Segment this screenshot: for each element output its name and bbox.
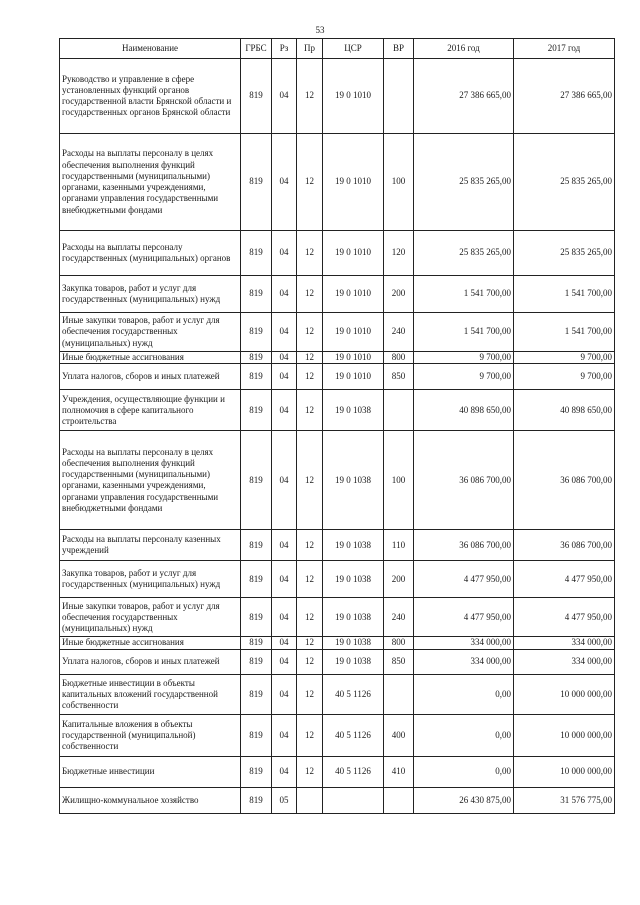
cell-grbs: 819: [241, 530, 272, 561]
cell-2017: 36 086 700,00: [514, 530, 615, 561]
cell-csr: 19 0 1010: [323, 231, 384, 276]
table-row: [60, 714, 615, 756]
cell-pr: 12: [297, 756, 323, 787]
cell-csr: 19 0 1010: [323, 59, 384, 134]
page-number: 53: [315, 25, 325, 35]
table-row: [60, 530, 615, 561]
cell-grbs: 819: [241, 390, 272, 431]
table-row: [60, 674, 615, 714]
cell-rz: 04: [272, 561, 297, 598]
cell-grbs: 819: [241, 134, 272, 231]
cell-csr: 40 5 1126: [323, 756, 384, 787]
cell-csr: 19 0 1038: [323, 561, 384, 598]
cell-rz: 04: [272, 637, 297, 649]
cell-grbs: 819: [241, 231, 272, 276]
table-row: [60, 637, 615, 649]
cell-vr: 240: [384, 313, 414, 352]
cell-name: Иные закупки товаров, работ и услуг для обеспечения государственных (муниципальных) нужд: [60, 598, 241, 637]
cell-2016: 25 835 265,00: [414, 231, 514, 276]
cell-name: Бюджетные инвестиции: [60, 756, 241, 787]
cell-rz: 05: [272, 787, 297, 813]
header-rz: Рз: [272, 39, 297, 59]
cell-csr: 19 0 1038: [323, 431, 384, 530]
cell-2016: 25 835 265,00: [414, 134, 514, 231]
cell-rz: 04: [272, 756, 297, 787]
cell-rz: 04: [272, 674, 297, 714]
cell-name: Расходы на выплаты персоналу в целях обеспечения выполнения функций государственными (муниципальными) органами, казенными учреждениями, органами управления государственными внебюджетными фондами: [60, 431, 241, 530]
table-row: [60, 649, 615, 674]
cell-csr: 19 0 1038: [323, 637, 384, 649]
cell-pr: 12: [297, 276, 323, 313]
cell-2016: 0,00: [414, 756, 514, 787]
cell-2016: 0,00: [414, 714, 514, 756]
cell-pr: 12: [297, 313, 323, 352]
cell-2017: 9 700,00: [514, 364, 615, 390]
header-2016: 2016 год: [414, 39, 514, 59]
cell-csr: 19 0 1010: [323, 313, 384, 352]
table-row: [60, 390, 615, 431]
cell-2017: 1 541 700,00: [514, 276, 615, 313]
cell-csr: 19 0 1038: [323, 649, 384, 674]
cell-rz: 04: [272, 649, 297, 674]
cell-pr: 12: [297, 674, 323, 714]
cell-2017: 25 835 265,00: [514, 231, 615, 276]
cell-2017: 25 835 265,00: [514, 134, 615, 231]
cell-name: Иные бюджетные ассигнования: [60, 352, 241, 364]
cell-2017: 36 086 700,00: [514, 431, 615, 530]
budget-table: [59, 38, 615, 814]
cell-csr: 19 0 1010: [323, 364, 384, 390]
cell-name: Расходы на выплаты персоналу государственных (муниципальных) органов: [60, 231, 241, 276]
cell-vr: 120: [384, 231, 414, 276]
header-csr: ЦСР: [323, 39, 384, 59]
cell-rz: 04: [272, 276, 297, 313]
cell-csr: 19 0 1038: [323, 530, 384, 561]
cell-pr: 12: [297, 598, 323, 637]
cell-rz: 04: [272, 598, 297, 637]
cell-csr: 40 5 1126: [323, 714, 384, 756]
table-row: [60, 59, 615, 134]
cell-pr: [297, 787, 323, 813]
cell-pr: 12: [297, 530, 323, 561]
cell-grbs: 819: [241, 313, 272, 352]
cell-vr: 200: [384, 276, 414, 313]
cell-2016: 27 386 665,00: [414, 59, 514, 134]
cell-2017: 1 541 700,00: [514, 313, 615, 352]
cell-2017: 10 000 000,00: [514, 756, 615, 787]
cell-vr: 400: [384, 714, 414, 756]
header-2017: 2017 год: [514, 39, 615, 59]
cell-rz: 04: [272, 352, 297, 364]
table-row: [60, 134, 615, 231]
cell-grbs: 819: [241, 352, 272, 364]
cell-vr: 100: [384, 134, 414, 231]
cell-vr: [384, 59, 414, 134]
cell-grbs: 819: [241, 561, 272, 598]
cell-name: Закупка товаров, работ и услуг для государственных (муниципальных) нужд: [60, 276, 241, 313]
cell-csr: 19 0 1010: [323, 276, 384, 313]
cell-grbs: 819: [241, 637, 272, 649]
header-vr: ВР: [384, 39, 414, 59]
cell-grbs: 819: [241, 598, 272, 637]
cell-name: Иные бюджетные ассигнования: [60, 637, 241, 649]
cell-rz: 04: [272, 390, 297, 431]
cell-2017: 4 477 950,00: [514, 561, 615, 598]
cell-2016: 334 000,00: [414, 637, 514, 649]
table-row: [60, 352, 615, 364]
cell-2016: 40 898 650,00: [414, 390, 514, 431]
cell-grbs: 819: [241, 674, 272, 714]
cell-name: Закупка товаров, работ и услуг для государственных (муниципальных) нужд: [60, 561, 241, 598]
cell-2017: 4 477 950,00: [514, 598, 615, 637]
cell-grbs: 819: [241, 431, 272, 530]
cell-csr: 19 0 1038: [323, 390, 384, 431]
cell-vr: 850: [384, 364, 414, 390]
cell-rz: 04: [272, 530, 297, 561]
cell-2016: 36 086 700,00: [414, 530, 514, 561]
cell-name: Бюджетные инвестиции в объекты капитальных вложений государственной собственности: [60, 674, 241, 714]
cell-vr: 100: [384, 431, 414, 530]
cell-grbs: 819: [241, 714, 272, 756]
cell-vr: [384, 390, 414, 431]
header-pr: Пр: [297, 39, 323, 59]
cell-vr: 800: [384, 637, 414, 649]
header-grbs: ГРБС: [241, 39, 272, 59]
cell-pr: 12: [297, 390, 323, 431]
cell-name: Уплата налогов, сборов и иных платежей: [60, 649, 241, 674]
cell-grbs: 819: [241, 787, 272, 813]
table-row: [60, 231, 615, 276]
cell-2016: 1 541 700,00: [414, 276, 514, 313]
cell-grbs: 819: [241, 364, 272, 390]
cell-vr: [384, 787, 414, 813]
cell-pr: 12: [297, 649, 323, 674]
cell-2017: 334 000,00: [514, 649, 615, 674]
cell-grbs: 819: [241, 756, 272, 787]
cell-rz: 04: [272, 313, 297, 352]
cell-2016: 9 700,00: [414, 364, 514, 390]
cell-grbs: 819: [241, 276, 272, 313]
table-row: [60, 276, 615, 313]
cell-csr: 19 0 1010: [323, 134, 384, 231]
cell-name: Жилищно-коммунальное хозяйство: [60, 787, 241, 813]
cell-2016: 0,00: [414, 674, 514, 714]
cell-2016: 4 477 950,00: [414, 561, 514, 598]
table-header-row: [60, 39, 615, 59]
cell-pr: 12: [297, 134, 323, 231]
cell-2017: 27 386 665,00: [514, 59, 615, 134]
cell-rz: 04: [272, 431, 297, 530]
cell-pr: 12: [297, 352, 323, 364]
cell-name: Уплата налогов, сборов и иных платежей: [60, 364, 241, 390]
cell-name: Расходы на выплаты персоналу в целях обеспечения выполнения функций государственными (муниципальными) органами, казенными учреждениями, органами управления государственными внебюджетными фондами: [60, 134, 241, 231]
cell-2016: 9 700,00: [414, 352, 514, 364]
cell-csr: 19 0 1010: [323, 352, 384, 364]
cell-2016: 36 086 700,00: [414, 431, 514, 530]
cell-pr: 12: [297, 231, 323, 276]
cell-2017: 40 898 650,00: [514, 390, 615, 431]
cell-pr: 12: [297, 431, 323, 530]
cell-pr: 12: [297, 637, 323, 649]
table-row: [60, 431, 615, 530]
cell-grbs: 819: [241, 59, 272, 134]
cell-csr: [323, 787, 384, 813]
cell-vr: 200: [384, 561, 414, 598]
cell-vr: 800: [384, 352, 414, 364]
table-row: [60, 756, 615, 787]
cell-2017: 31 576 775,00: [514, 787, 615, 813]
cell-2016: 4 477 950,00: [414, 598, 514, 637]
cell-pr: 12: [297, 364, 323, 390]
cell-pr: 12: [297, 59, 323, 134]
cell-grbs: 819: [241, 649, 272, 674]
table-row: [60, 364, 615, 390]
cell-rz: 04: [272, 714, 297, 756]
cell-2016: 26 430 875,00: [414, 787, 514, 813]
table-row: [60, 313, 615, 352]
cell-name: Руководство и управление в сфере установленных функций органов государственной власти Брянской области и государственных органов Брянской области: [60, 59, 241, 134]
cell-rz: 04: [272, 134, 297, 231]
cell-rz: 04: [272, 364, 297, 390]
cell-vr: [384, 674, 414, 714]
cell-2016: 1 541 700,00: [414, 313, 514, 352]
cell-2017: 10 000 000,00: [514, 674, 615, 714]
cell-csr: 40 5 1126: [323, 674, 384, 714]
cell-pr: 12: [297, 714, 323, 756]
cell-name: Иные закупки товаров, работ и услуг для обеспечения государственных (муниципальных) нужд: [60, 313, 241, 352]
cell-rz: 04: [272, 59, 297, 134]
cell-vr: 240: [384, 598, 414, 637]
cell-2017: 334 000,00: [514, 637, 615, 649]
cell-2017: 10 000 000,00: [514, 714, 615, 756]
table-row: [60, 561, 615, 598]
cell-csr: 19 0 1038: [323, 598, 384, 637]
cell-name: Капитальные вложения в объекты государственной (муниципальной) собственности: [60, 714, 241, 756]
header-name: Наименование: [60, 39, 241, 59]
cell-vr: 850: [384, 649, 414, 674]
cell-vr: 110: [384, 530, 414, 561]
table-row: [60, 598, 615, 637]
cell-2016: 334 000,00: [414, 649, 514, 674]
cell-vr: 410: [384, 756, 414, 787]
cell-name: Расходы на выплаты персоналу казенных учреждений: [60, 530, 241, 561]
table-body: [60, 59, 615, 814]
cell-name: Учреждения, осуществляющие функции и полномочия в сфере капитального строительства: [60, 390, 241, 431]
cell-rz: 04: [272, 231, 297, 276]
cell-2017: 9 700,00: [514, 352, 615, 364]
table-row: [60, 787, 615, 813]
cell-pr: 12: [297, 561, 323, 598]
